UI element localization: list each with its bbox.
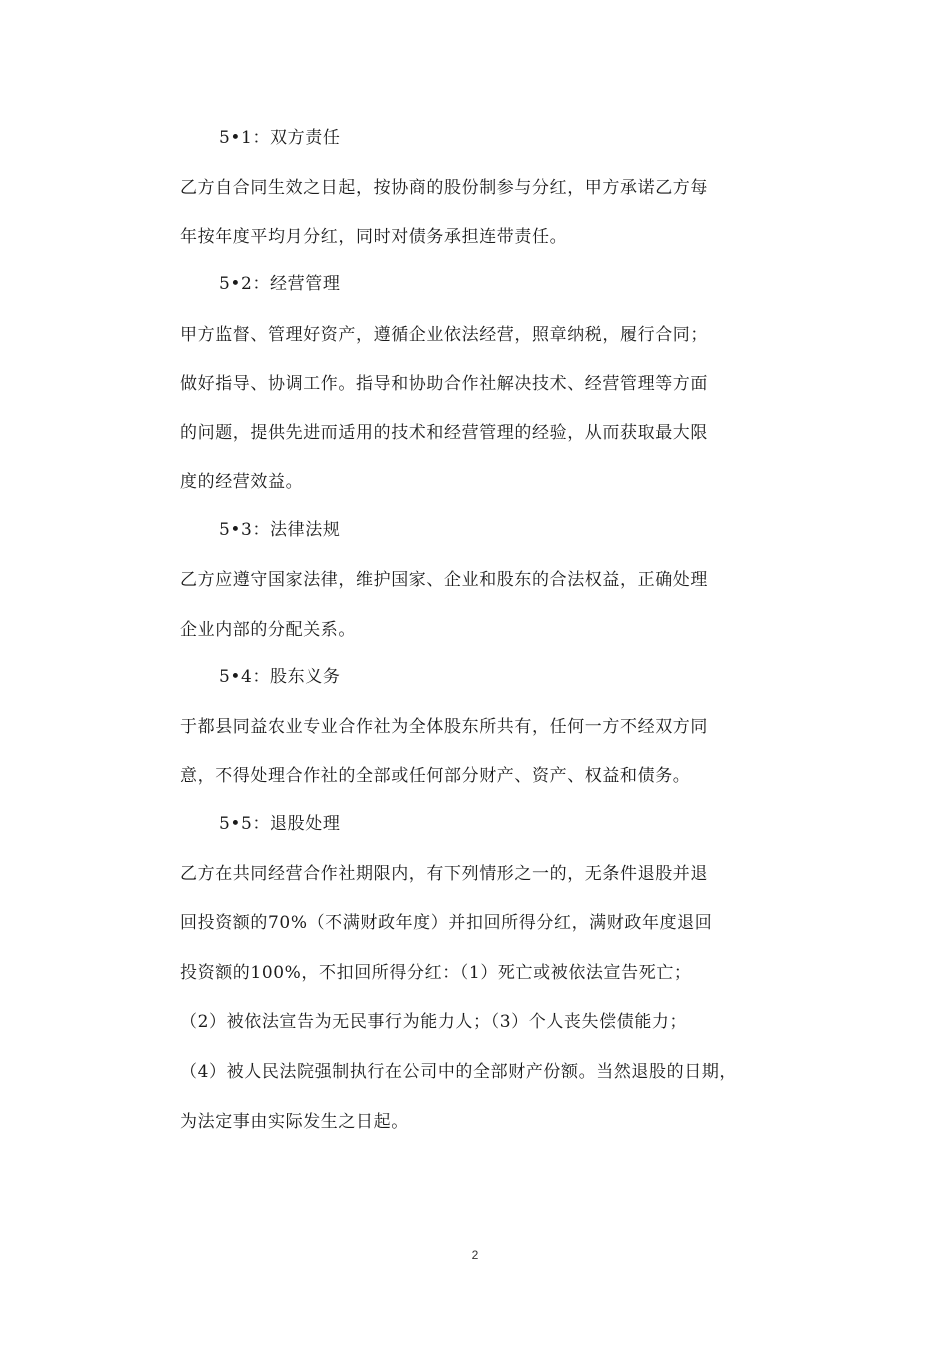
paragraph-line: 度的经营效益。 (180, 472, 304, 492)
section-heading: 5•4：股东义务 (219, 667, 341, 687)
section-heading: 5•5：退股处理 (219, 814, 341, 834)
paragraph-line: 为法定事由实际发生之日起。 (180, 1112, 409, 1132)
page-number: 2 (471, 1248, 479, 1262)
section-heading: 5•2：经营管理 (219, 274, 341, 294)
paragraph-line: 的问题，提供先进而适用的技术和经营管理的经验，从而获取最大限 (180, 423, 708, 443)
section-heading: 5•3：法律法规 (219, 520, 341, 540)
paragraph-line: 意，不得处理合作社的全部或任何部分财产、资产、权益和债务。 (180, 766, 691, 786)
paragraph-line: 乙方在共同经营合作社期限内，有下列情形之一的，无条件退股并退 (180, 864, 708, 884)
paragraph-line: （2）被依法宣告为无民事行为能力人；（3）个人丧失偿债能力； (180, 1012, 688, 1032)
paragraph-line: 乙方自合同生效之日起，按协商的股份制参与分红，甲方承诺乙方每 (180, 178, 708, 198)
paragraph-line: 甲方监督、管理好资产，遵循企业依法经营，照章纳税，履行合同； (180, 325, 708, 345)
section-heading: 5•1：双方责任 (219, 128, 341, 148)
paragraph-line: 做好指导、协调工作。指导和协助合作社解决技术、经营管理等方面 (180, 374, 708, 394)
paragraph-line: 投资额的100%，不扣回所得分红：（1）死亡或被依法宣告死亡； (180, 963, 692, 983)
paragraph-line: 于都县同益农业专业合作社为全体股东所共有，任何一方不经双方同 (180, 717, 708, 737)
paragraph-line: 乙方应遵守国家法律，维护国家、企业和股东的合法权益，正确处理 (180, 570, 708, 590)
paragraph-line: （4）被人民法院强制执行在公司中的全部财产份额。当然退股的日期， (180, 1062, 738, 1082)
paragraph-line: 企业内部的分配关系。 (180, 620, 356, 640)
paragraph-line: 年按年度平均月分红，同时对债务承担连带责任。 (180, 227, 568, 247)
paragraph-line: 回投资额的70%（不满财政年度）并扣回所得分红，满财政年度退回 (180, 913, 713, 933)
